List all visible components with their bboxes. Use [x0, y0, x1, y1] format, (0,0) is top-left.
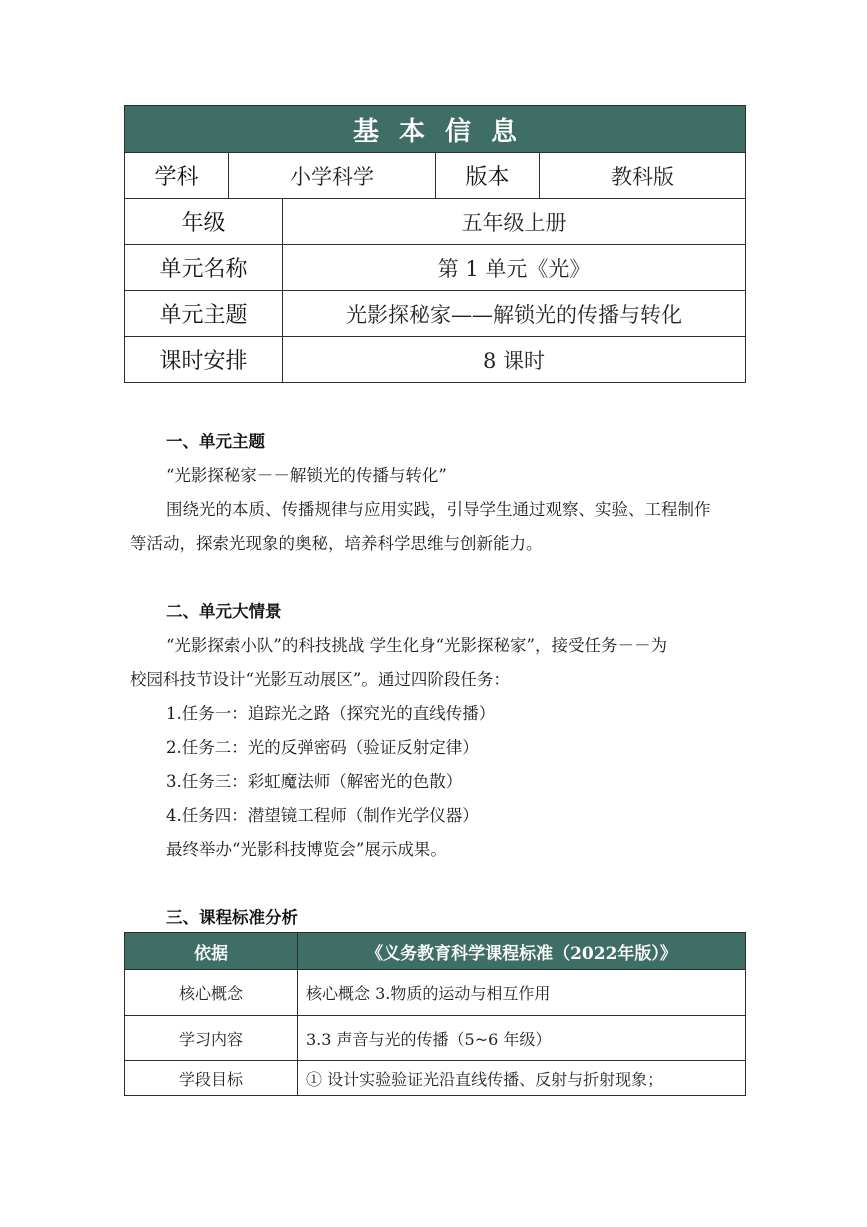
basic-info-table — [124, 105, 746, 383]
curriculum-standard-table — [124, 932, 746, 1096]
unit-name-row — [125, 245, 746, 291]
section1-para-line2: 等活动，探索光现象的奥秘，培养科学思维与创新能力。 — [130, 534, 543, 553]
section1-para-line1: 围绕光的本质、传播规律与应用实践，引导学生通过观察、实验、工程制作 — [166, 500, 711, 519]
task-item: 4.任务四：潜望镜工程师（制作光学仪器） — [166, 806, 479, 825]
table-row — [125, 1016, 746, 1061]
hours-label: 课时安排 — [125, 337, 283, 383]
grade-label: 年级 — [125, 199, 283, 245]
grade-value: 五年级上册 — [283, 199, 746, 245]
hours-row — [125, 337, 746, 383]
task-item: 3.任务三：彩虹魔法师（解密光的色散） — [166, 772, 463, 791]
table-row — [125, 1061, 746, 1096]
edition-label: 版本 — [436, 153, 540, 199]
task-item: 1.任务一：追踪光之路（探究光的直线传播） — [166, 704, 496, 723]
row-key: 核心概念 — [125, 970, 298, 1016]
row-key: 学段目标 — [125, 1061, 298, 1096]
subject-label: 学科 — [125, 153, 229, 199]
section2-closing: 最终举办“光影科技博览会”展示成果。 — [166, 840, 447, 859]
row-key: 学习内容 — [125, 1016, 298, 1061]
unit-name-label: 单元名称 — [125, 245, 283, 291]
edition-value: 教科版 — [540, 153, 746, 199]
grade-row — [125, 199, 746, 245]
section2-line2: 校园科技节设计“光影互动展区”。通过四阶段任务： — [130, 670, 510, 689]
unit-theme-row — [125, 291, 746, 337]
section1-heading: 一、单元主题 — [166, 432, 265, 451]
row-value: 3.3 声音与光的传播（5~6 年级） — [298, 1016, 746, 1061]
unit-theme-label: 单元主题 — [125, 291, 283, 337]
standard-col1-header: 依据 — [125, 933, 298, 970]
unit-theme-value: 光影探秘家——解锁光的传播与转化 — [283, 291, 746, 337]
section2-heading: 二、单元大情景 — [166, 602, 282, 621]
standard-col2-header: 《义务教育科学课程标准（2022年版）》 — [298, 933, 746, 970]
unit-name-value: 第 1 单元《光》 — [283, 245, 746, 291]
basic-info-title: 基本信息 — [125, 106, 746, 153]
section1-quote: “光影探秘家－－解锁光的传播与转化” — [166, 466, 447, 485]
subject-row — [125, 153, 746, 199]
task-item: 2.任务二：光的反弹密码（验证反射定律） — [166, 738, 479, 757]
section3-heading: 三、课程标准分析 — [166, 908, 298, 927]
basic-info-header-row — [125, 106, 746, 153]
row-value: ① 设计实验验证光沿直线传播、反射与折射现象； — [298, 1061, 746, 1096]
row-value: 核心概念 3.物质的运动与相互作用 — [298, 970, 746, 1016]
table-row — [125, 970, 746, 1016]
section2-line1: “光影探索小队”的科技挑战 学生化身“光影探秘家”，接受任务－－为 — [166, 636, 667, 655]
subject-value: 小学科学 — [229, 153, 436, 199]
hours-value: 8 课时 — [283, 337, 746, 383]
standard-header-row — [125, 933, 746, 970]
